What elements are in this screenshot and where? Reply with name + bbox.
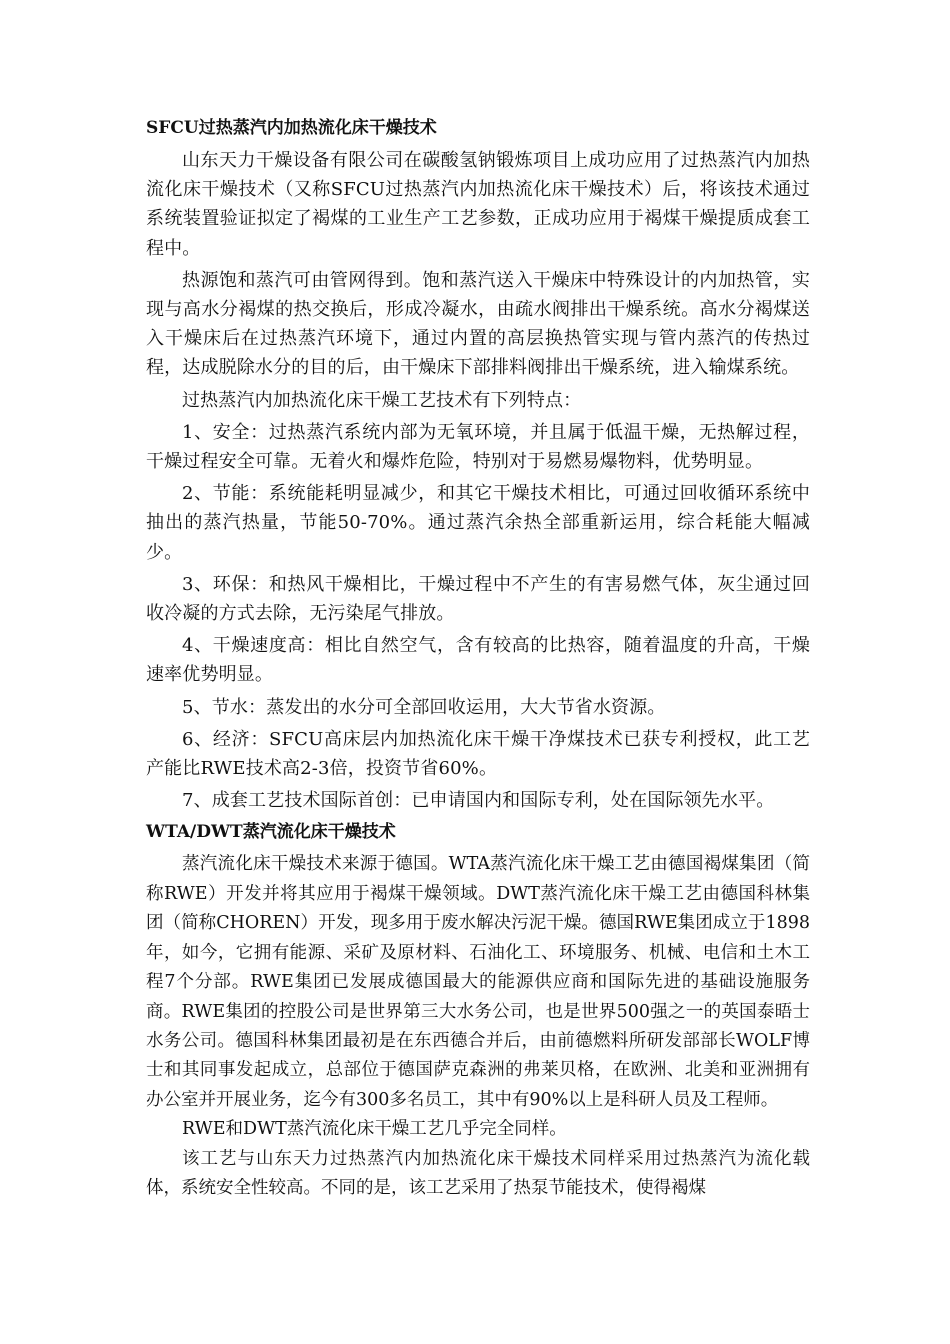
feature-item-water: 5、节水：蒸发出的水分可全部回收运用，大大节省水资源。 [182, 696, 666, 718]
section-sfcu [146, 114, 810, 815]
feature-item-speed: 4、干燥速度高：相比自然空气，含有较高的比热容，随着温度的升高，干燥速率优势明显。 [146, 635, 810, 686]
section-title-wta-dwt: WTA/DWT蒸汽流化床干燥技术 [146, 822, 396, 843]
feature-item-safety: 1、安全：过热蒸汽系统内部为无氧环境，并且属于低温干燥，无热解过程，干燥过程安全可靠。无着火和爆炸危险，特别对于易燃易爆物料，优势明显。 [146, 421, 810, 473]
feature-item-economy: 6、经济：SFCU高床层内加热流化床干燥干净煤技术已获专利授权，此工艺产能比RWE技术高2-3倍，投资节省60%。 [146, 728, 810, 780]
feature-item-environment: 3、环保：和热风干燥相比，干燥过程中不产生的有害易燃气体，灰尘通过回收冷凝的方式去除，无污染尾气排放。 [146, 573, 810, 625]
paragraph: 山东天力干燥设备有限公司在碳酸氢钠锻炼项目上成功应用了过热蒸汽内加热流化床干燥技术（又称SFCU过热蒸汽内加热流化床干燥技术）后，将该技术通过系统装置验证拟定了褐煤的工业生产工艺参数，正成功应用于褐煤干燥提质成套工程中。 [146, 150, 810, 259]
paragraph: RWE和DWT蒸汽流化床干燥工艺几乎完全同样。 [182, 1119, 567, 1140]
paragraph: 蒸汽流化床干燥技术来源于德国。WTA蒸汽流化床干燥工艺由德国褐煤集团（简称RWE）开发并将其应用于褐煤干燥领域。DWT蒸汽流化床干燥工艺由德国科林集团（简称CHOREN）开发，现多用于废水解决污泥干燥。德国RWE集团成立于1898年，如今，它拥有能源、采矿及原材料、石油化工、环境服务、机械、电信和土木工程7个分部。RWE集团已发展成德国最大的能源供应商和国际先进的基础设施服务商。RWE集团的控股公司是世界第三大水务公司，也是世界500强之一的英国泰晤士水务公司。德国科林集团最初是在东西德合并后，由前德燃料所研发部部长WOLF博士和其同事发起成立，总部位于德国萨克森洲的弗莱贝格，在欧洲、北美和亚洲拥有办公室并开展业务，迄今有300多名员工，其中有90%以上是科研人员及工程师。 [146, 854, 810, 1110]
document-body [146, 114, 810, 1203]
feature-item-innovation: 7、成套工艺技术国际首创：已申请国内和国际专利，处在国际领先水平。 [182, 790, 775, 812]
paragraph: 热源饱和蒸汽可由管网得到。饱和蒸汽送入干燥床中特殊设计的内加热管，实现与高水分褐煤的热交换后，形成冷凝水，由疏水阀排出干燥系统。高水分褐煤送入干燥床后在过热蒸汽环境下，通过内置的高层换热管实现与管内蒸汽的传热过程，达成脱除水分的目的后，由干燥床下部排料阀排出干燥系统，进入输煤系统。 [146, 269, 810, 379]
paragraph: 该工艺与山东天力过热蒸汽内加热流化床干燥技术同样采用过热蒸汽为流化载体，系统安全性较高。不同的是，该工艺采用了热泵节能技术，使得褐煤 [146, 1148, 810, 1198]
paragraph: 过热蒸汽内加热流化床干燥工艺技术有下列特点： [182, 389, 582, 411]
feature-item-energy: 2、节能：系统能耗明显减少，和其它干燥技术相比，可通过回收循环系统中抽出的蒸汽热量，节能50-70%。通过蒸汽余热全部重新运用，综合耗能大幅减少。 [146, 483, 810, 563]
section-wta-dwt [146, 818, 810, 1203]
section-title-sfcu: SFCU过热蒸汽内加热流化床干燥技术 [146, 118, 437, 138]
